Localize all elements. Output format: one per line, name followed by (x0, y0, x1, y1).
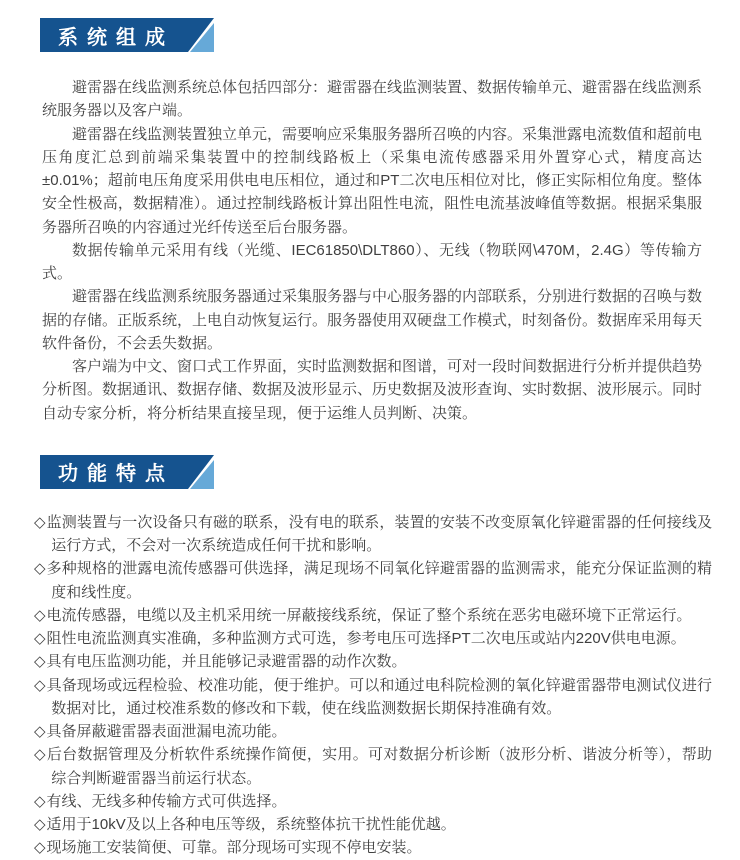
feature-text: 适用于10kV及以上各种电压等级，系统整体抗干扰性能优越。 (46, 816, 456, 833)
section-title: 功能特点 (40, 455, 174, 489)
paragraph: 避雷器在线监测系统总体包括四部分：避雷器在线监测装置、数据传输单元、避雷器在线监测系统服务器以及客户端。 (42, 79, 703, 120)
feature-text: 监测装置与一次设备只有磁的联系，没有电的联系，装置的安装不改变原氧化锌避雷器的任何接线及运行方式，不会对一次系统造成任何干扰和影响。 (46, 513, 712, 554)
feature-item (34, 743, 712, 790)
diamond-bullet-icon: ◇ (34, 792, 46, 810)
section-header-system-composition (40, 18, 740, 52)
feature-item (34, 627, 712, 650)
feature-text: 具备现场或远程检验、校准功能，便于维护。可以和通过电科院检测的氧化锌避雷器带电测试仪进行数据对比，通过校准系数的修改和下载，使在线监测数据长期保持准确有效。 (46, 676, 712, 717)
feature-text: 具有电压监测功能，并且能够记录避雷器的动作次数。 (46, 653, 407, 671)
diamond-bullet-icon: ◇ (34, 653, 46, 671)
diamond-bullet-icon: ◇ (34, 513, 46, 531)
feature-text: 有线、无线多种传输方式可供选择。 (46, 792, 287, 810)
diamond-bullet-icon: ◇ (34, 606, 46, 624)
feature-text: 后台数据管理及分析软件系统操作简便，实用。可对数据分析诊断（波形分析、谐波分析等），帮助综合判断避雷器当前运行状态。 (46, 746, 712, 787)
feature-text: 具备屏蔽避雷器表面泄漏电流功能。 (46, 723, 287, 740)
section-title: 系统组成 (40, 18, 174, 52)
diamond-bullet-icon: ◇ (34, 816, 46, 833)
paragraph: 避雷器在线监测系统服务器通过采集服务器与中心服务器的内部联系，分别进行数据的召唤与数据的存储。正版系统，上电自动恢复运行。服务器使用双硬盘工作模式，时刻备份。数据库采用每天软件备份，不会丢失数据。 (42, 288, 703, 352)
section-header-features (40, 455, 740, 489)
paragraph: 数据传输单元采用有线（光缆、IEC61850\DLT860）、无线（物联网\470M，2.4G）等传输方式。 (42, 241, 702, 282)
feature-text: 现场施工安装简便、可靠。部分现场可实现不停电安装。 (46, 839, 422, 857)
feature-text: 电流传感器，电缆以及主机采用统一屏蔽接线系统，保证了整个系统在恶劣电磁环境下正常运行。 (46, 606, 692, 624)
diamond-bullet-icon: ◇ (34, 630, 46, 647)
feature-item (34, 557, 712, 604)
feature-item (34, 790, 712, 813)
feature-item (34, 674, 712, 721)
feature-item (34, 813, 712, 836)
ribbon-fold-icon (174, 18, 220, 52)
system-composition-text (42, 76, 702, 425)
features-list (34, 511, 712, 860)
paragraph: 客户端为中文、窗口式工作界面，实时监测数据和图谱，可对一段时间数据进行分析并提供趋势分析图。数据通讯、数据存储、数据及波形显示、历史数据及波形查询、实时数据、波形展示。同时自动专家分析，将分析结果直接呈现，便于运维人员判断、决策。 (42, 358, 703, 422)
diamond-bullet-icon: ◇ (34, 676, 46, 694)
paragraph: 避雷器在线监测装置独立单元，需要响应采集服务器所召唤的内容。采集泄露电流数值和超前电压角度汇总到前端采集装置中的控制线路板上（采集电流传感器采用外置穿心式，精度高达±0.01%；超前电压角度采用供电电压相位，通过和PT二次电压相位对比，修正实际相位角度。整体安全性极高，数据精准）。通过控制线路板计算出阻性电流，阻性电流基波峰值等数据。根据采集服务器所召唤的内容通过光纤传送至后台服务器。 (42, 125, 703, 236)
feature-item (34, 720, 712, 743)
feature-item (34, 650, 712, 673)
feature-item (34, 511, 712, 558)
diamond-bullet-icon: ◇ (34, 560, 46, 578)
ribbon-fold-icon (174, 455, 220, 489)
feature-text: 阻性电流监测真实准确，多种监测方式可选，参考电压可选择PT二次电压或站内220V供电电源。 (46, 630, 686, 647)
feature-item (34, 836, 712, 859)
diamond-bullet-icon: ◇ (34, 746, 46, 764)
feature-text: 多种规格的泄露电流传感器可供选择，满足现场不同氧化锌避雷器的监测需求，能充分保证监测的精度和线性度。 (46, 560, 712, 601)
diamond-bullet-icon: ◇ (34, 723, 46, 740)
diamond-bullet-icon: ◇ (34, 839, 46, 857)
feature-item (34, 604, 712, 627)
